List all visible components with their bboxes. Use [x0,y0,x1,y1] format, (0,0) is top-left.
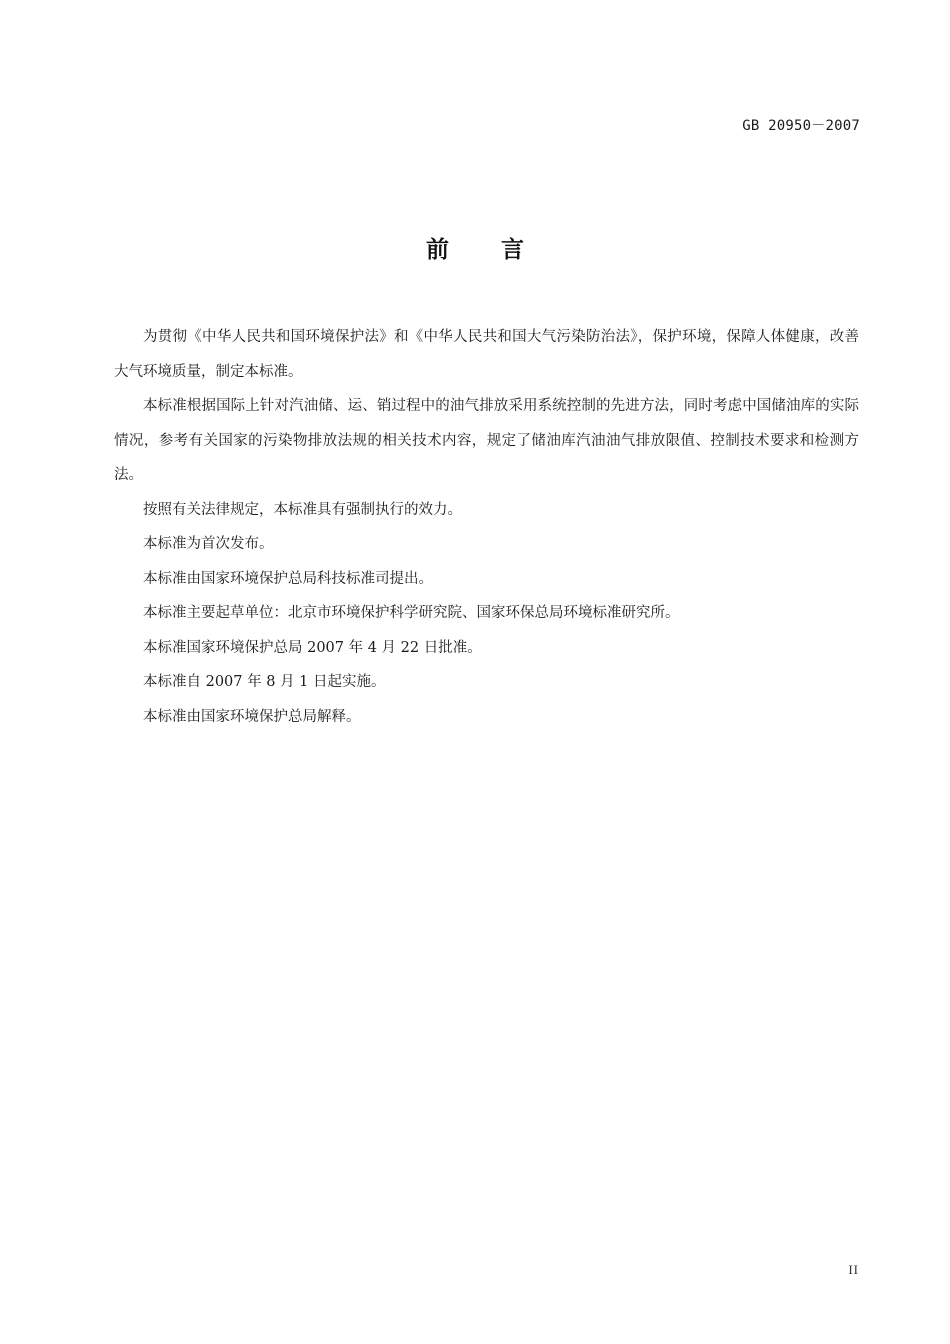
paragraph: 本标准自 2007 年 8 月 1 日起实施。 [143,674,386,690]
paragraph: 本标准由国家环境保护总局科技标准司提出。 [143,570,433,587]
paragraph: 本标准主要起草单位：北京市环境保护科学研究院、国家环保总局环境标准研究所。 [143,605,680,621]
paragraph: 按照有关法律规定，本标准具有强制执行的效力。 [143,501,462,518]
paragraph: 为贯彻《中华人民共和国环境保护法》和《中华人民共和国大气污染防治法》，保护环境，保障人体健康，改善大气环境质量，制定本标准。 [114,329,859,380]
paragraph: 本标准为首次发布。 [143,536,274,552]
paragraph: 本标准根据国际上针对汽油储、运、销过程中的油气排放采用系统控制的先进方法，同时考虑中国储油库的实际情况，参考有关国家的污染物排放法规的相关技术内容，规定了储油库汽油油气排放限值、控制技术要求和检测方法。 [114,398,859,483]
document-code: GB 20950－2007 [742,118,860,134]
page-number: II [848,1262,859,1277]
paragraph: 本标准由国家环境保护总局解释。 [143,708,361,725]
foreword-body [114,320,859,734]
paragraph: 本标准国家环境保护总局 2007 年 4 月 22 日批准。 [143,639,482,656]
page-title: 前言 [426,237,576,263]
